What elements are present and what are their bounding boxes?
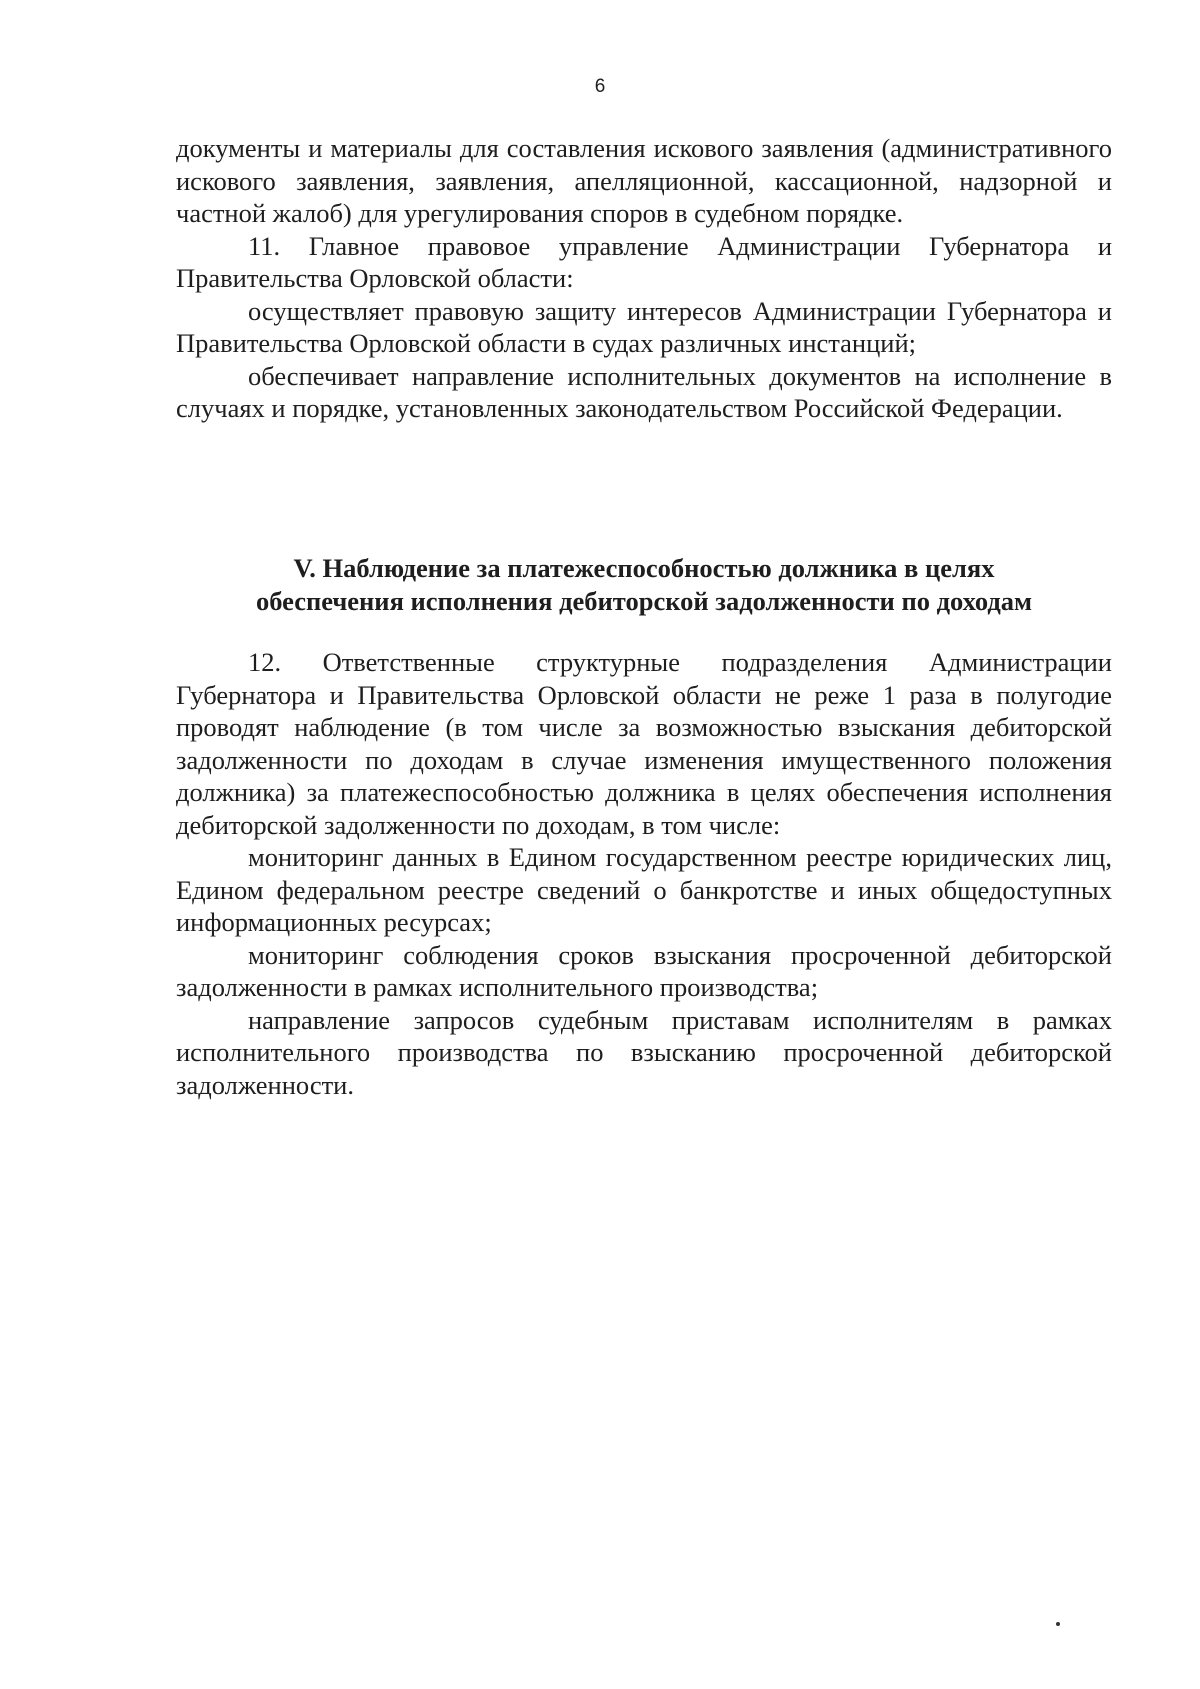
section-heading-line-1: V. Наблюдение за платежеспособностью должника в целях <box>293 553 995 583</box>
section-heading-line-2: обеспечения исполнения дебиторской задолженности по доходам <box>255 585 1033 616</box>
paragraph-item-12: 12. Ответственные структурные подразделения Администрации Губернатора и Правительства Орловской области не реже 1 раза в полугодие проводят наблюдение (в том числе за возможностью взыскания дебиторской задолженности по доходам в случае изменения имущественного положения должника) за платежеспособностью должника в целях обеспечения исполнения дебиторской задолженности по доходам, в том числе: <box>176 647 1112 840</box>
paragraph-bailiff-requests: направление запросов судебным приставам исполнителям в рамках исполнительного производства по взысканию просроченной дебиторской задолженности. <box>176 1004 1112 1100</box>
paragraph-continuation: документы и материалы для составления искового заявления (административного искового заявления, заявления, апелляционной, кассационной, надзорной и частной жалоб) для урегулирования споров в судебном порядке. <box>176 133 1112 228</box>
bottom-text-block <box>176 646 1112 1101</box>
paragraph-registry-monitoring: мониторинг данных в Едином государственном реестре юридических лиц, Едином федеральном реестре сведений о банкротстве и иных общедоступных информационных ресурсах; <box>176 842 1112 937</box>
paragraph-item-11: 11. Главное правовое управление Администрации Губернатора и Правительства Орловской области: <box>176 230 1112 293</box>
paragraph-deadline-monitoring: мониторинг соблюдения сроков взыскания просроченной дебиторской задолженности в рамках исполнительного производства; <box>176 939 1112 1002</box>
page-number: 6 <box>594 76 606 97</box>
top-text-block <box>176 132 1112 425</box>
section-heading <box>176 552 1112 617</box>
paragraph-enforcement-documents: обеспечивает направление исполнительных документов на исполнение в случаях и порядке, установленных законодательством Российской Федерации. <box>176 360 1112 423</box>
scan-artifact-dot <box>1056 1622 1060 1626</box>
paragraph-legal-protection: осуществляет правовую защиту интересов Администрации Губернатора и Правительства Орловской области в судах различных инстанций; <box>176 295 1112 358</box>
